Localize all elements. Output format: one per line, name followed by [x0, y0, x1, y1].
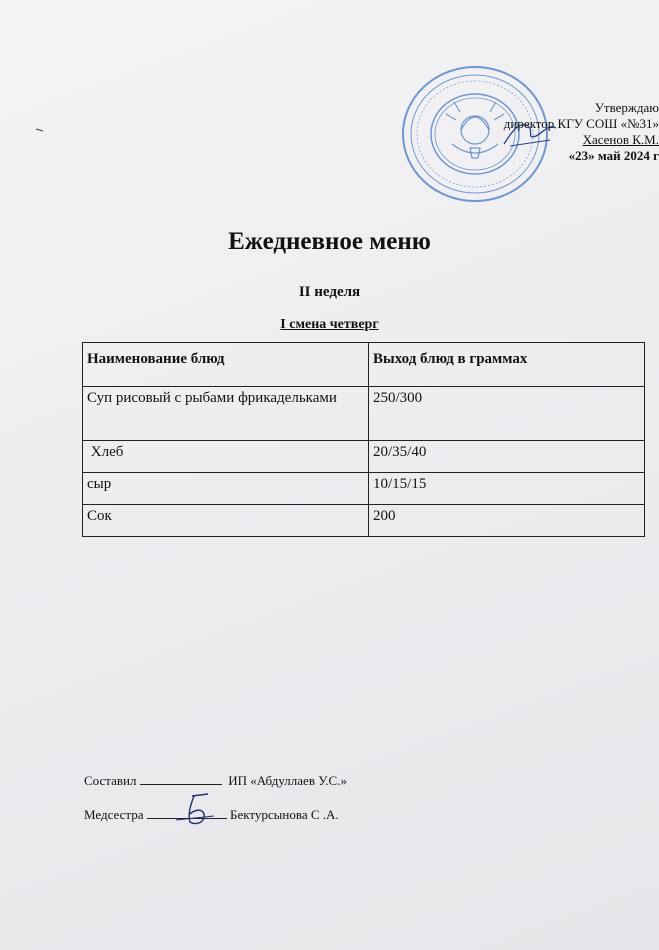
- week-label: II неделя: [298, 284, 361, 300]
- table-row: [83, 505, 645, 537]
- table-row: [83, 473, 645, 505]
- dish-portion: 10/15/15: [369, 473, 645, 505]
- table-row: [83, 387, 645, 441]
- compiled-by-line: [84, 772, 347, 789]
- dish-name: сыр: [83, 473, 369, 505]
- compiled-by-label: Составил: [84, 773, 137, 788]
- table-row: [83, 441, 645, 473]
- shift-label: I смена четверг: [280, 317, 379, 332]
- approval-date: «23» май 2024 г: [568, 148, 659, 163]
- approval-block: [459, 100, 659, 164]
- approval-position: директор КГУ СОШ «№31»: [503, 116, 659, 131]
- nurse-label: Медсестра: [84, 807, 144, 822]
- table-header-row: [83, 343, 645, 387]
- approval-director-name: Хасенов К.М.: [582, 132, 659, 147]
- approval-heading: Утверждаю: [594, 100, 659, 115]
- dish-portion: 250/300: [369, 387, 645, 441]
- column-header-portion: Выход блюд в граммах: [369, 343, 645, 387]
- nurse-signature: [170, 790, 220, 830]
- compiled-signature-blank: [140, 772, 222, 785]
- menu-table: [82, 342, 645, 537]
- pen-mark: [36, 128, 44, 132]
- column-header-dish: Наименование блюд: [83, 343, 369, 387]
- dish-name: Сок: [83, 505, 369, 537]
- dish-portion: 20/35/40: [369, 441, 645, 473]
- dish-name: Суп рисовый с рыбами фрикадельками: [83, 387, 369, 441]
- dish-portion: 200: [369, 505, 645, 537]
- compiled-by-name: ИП «Абдуллаев У.С.»: [228, 773, 347, 788]
- dish-name: Хлеб: [83, 441, 369, 473]
- nurse-name: Бектурсынова С .А.: [230, 807, 339, 822]
- page-title: Ежедневное меню: [228, 228, 431, 255]
